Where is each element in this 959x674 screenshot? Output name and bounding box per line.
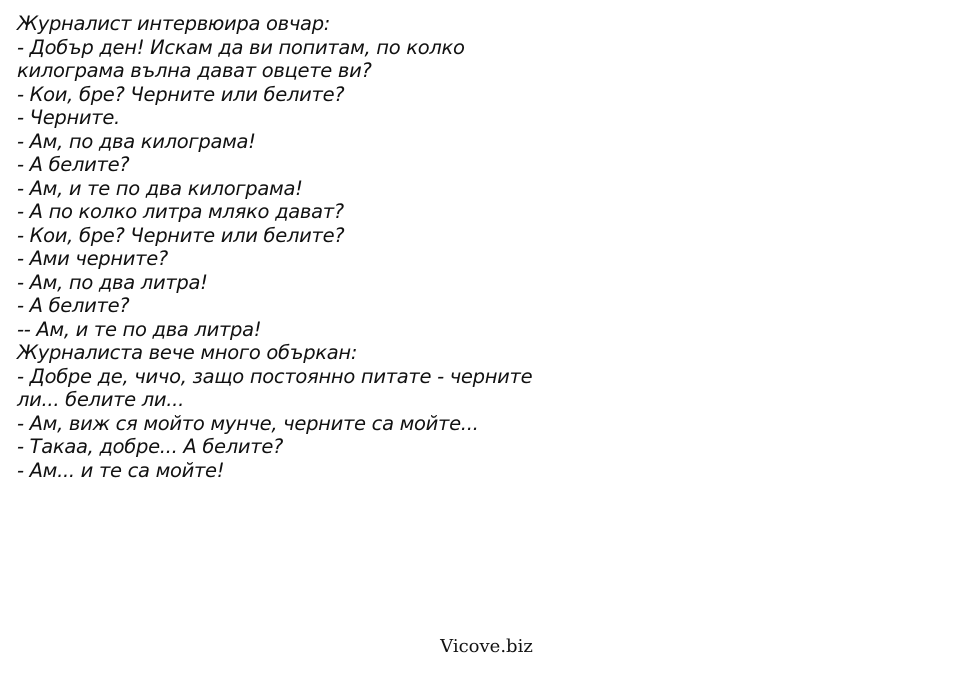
joke-line: - Ам, и те по два килограма! (17, 176, 303, 200)
joke-line: - Ам, по два килограма! (17, 129, 256, 153)
joke-line: - А белите? (17, 153, 130, 176)
joke-line: - Ам, по два литра! (17, 270, 208, 294)
joke-line: - Добре де, чичо, защо постоянно питате - черните (17, 364, 533, 388)
joke-line: Журналиста вече много объркан: (17, 341, 358, 364)
joke-line: - Кои, бре? Черните или белите? (17, 223, 345, 247)
joke-line: ли... белите ли... (17, 388, 184, 411)
joke-line: килограма вълна дават овцете ви? (17, 59, 372, 82)
joke-line: - Ам, виж ся мойто мунче, черните са мойте... (17, 411, 479, 435)
joke-line: - Ами черните? (17, 247, 168, 270)
joke-line: - Кои, бре? Черните или белите? (17, 82, 345, 106)
joke-line: Журналист интервюира овчар: (17, 12, 331, 35)
joke-text (17, 12, 617, 482)
joke-line: - Черните. (17, 106, 120, 129)
joke-line: - А по колко литра мляко дават? (17, 200, 344, 223)
joke-line: - Такаа, добре... А белите? (17, 435, 284, 458)
joke-line: - А белите? (17, 294, 130, 317)
site-watermark: Vicove.biz (440, 636, 533, 657)
joke-line: -- Ам, и те по два литра! (17, 317, 262, 341)
joke-line: - Добър ден! Искам да ви попитам, по колко (17, 35, 465, 59)
joke-line: - Ам... и те са мойте! (17, 458, 225, 482)
